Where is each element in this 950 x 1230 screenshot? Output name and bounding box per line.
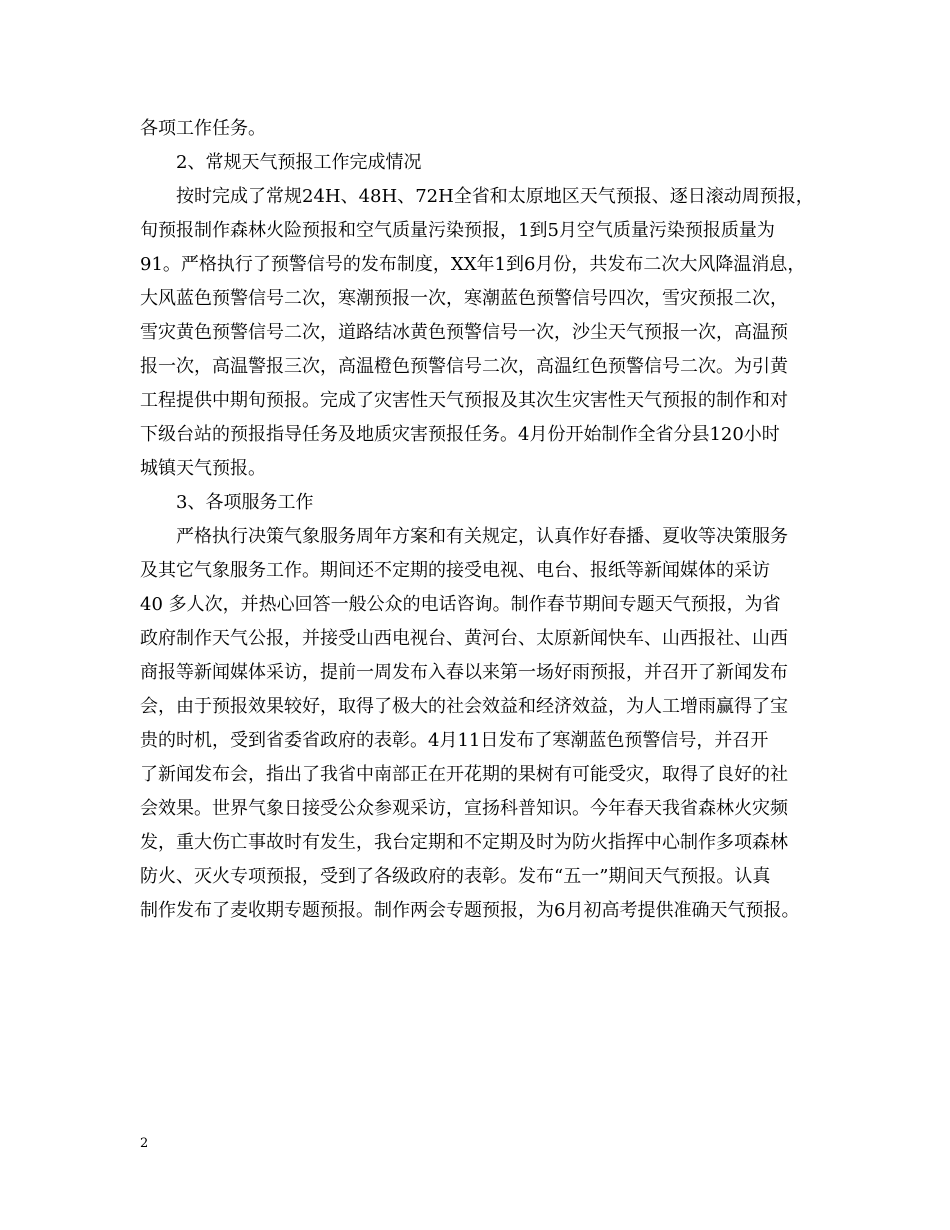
text-line: 商报等新闻媒体采访，提前一周发布入春以来第一场好雨预报，并召开了新闻发布	[140, 662, 788, 683]
text-line: 防火、灭火专项预报，受到了各级政府的表彰。发布“五一”期间天气预报。认真	[140, 866, 771, 887]
text-line: 工程提供中期旬预报。完成了灾害性天气预报及其次生灾害性天气预报的制作和对	[140, 390, 788, 411]
text-line: 会效果。世界气象日接受公众参观采访，宣扬科普知识。今年春天我省森林火灾频	[140, 798, 788, 819]
text-line: 了新闻发布会，指出了我省中南部正在开花期的果树有可能受灾，取得了良好的社	[140, 764, 788, 785]
page-number: 2	[140, 1136, 149, 1151]
text-line: 政府制作天气公报，并接受山西电视台、黄河台、太原新闻快车、山西报社、山西	[140, 628, 788, 649]
text-line: 下级台站的预报指导任务及地质灾害预报任务。4月份开始制作全省分县120小时	[140, 424, 780, 445]
text-line: 贵的时机，受到省委省政府的表彰。4月11日发布了寒潮蓝色预警信号，并召开	[140, 730, 769, 751]
text-line: 旬预报制作森林火险预报和空气质量污染预报，1到5月空气质量污染预报质量为	[140, 220, 775, 241]
text-line: 及其它气象服务工作。期间还不定期的接受电视、电台、报纸等新闻媒体的采访	[140, 560, 770, 581]
text-line: 报一次，高温警报三次，高温橙色预警信号二次，高温红色预警信号二次。为引黄	[140, 356, 788, 377]
text-line: 91。严格执行了预警信号的发布制度，XX年1到6月份，共发布二次大风降温消息，	[140, 254, 806, 275]
text-line: 会，由于预报效果较好，取得了极大的社会效益和经济效益，为人工增雨赢得了宝	[140, 696, 788, 717]
text-line: 制作发布了麦收期专题预报。制作两会专题预报，为6月初高考提供准确天气预报。	[140, 900, 800, 921]
text-line: 40 多人次，并热心回答一般公众的电话咨询。制作春节期间专题天气预报，为省	[140, 594, 781, 615]
text-line: 各项工作任务。	[140, 118, 266, 139]
section-heading: 3、各项服务工作	[140, 492, 314, 513]
text-line: 按时完成了常规24H、48H、72H全省和太原地区天气预报、逐日滚动周预报，	[140, 186, 814, 207]
text-line: 城镇天气预报。	[140, 458, 266, 479]
text-line: 发，重大伤亡事故时有发生，我台定期和不定期及时为防火指挥中心制作多项森林	[140, 832, 788, 853]
text-line: 雪灾黄色预警信号二次，道路结冰黄色预警信号一次，沙尘天气预报一次，高温预	[140, 322, 788, 343]
text-line: 大风蓝色预警信号二次，寒潮预报一次，寒潮蓝色预警信号四次，雪灾预报二次，	[140, 288, 788, 309]
section-heading: 2、常规天气预报工作完成情况	[140, 152, 422, 173]
text-line: 严格执行决策气象服务周年方案和有关规定，认真作好春播、夏收等决策服务	[140, 526, 788, 547]
